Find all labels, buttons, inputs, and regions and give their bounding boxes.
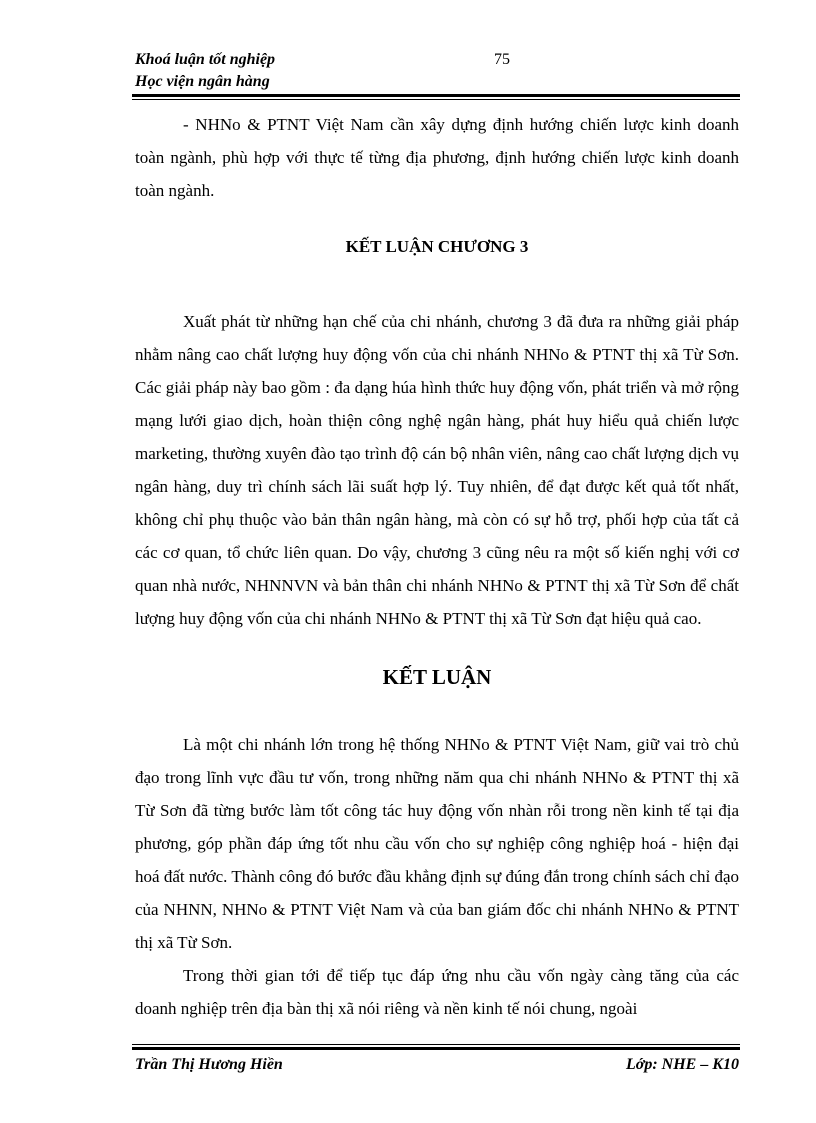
chapter-conclusion-paragraph: Xuất phát từ những hạn chế của chi nhánh, chương 3 đã đưa ra những giải pháp nhằm nâng cao chất lượng huy động vốn của chi nhánh NHNo & PTNT thị xã Từ Sơn. Các giải pháp này bao gồm : đa dạng húa hình thức huy động vốn, phát triển và mở rộng mạng lưới giao dịch, hoàn thiện công nghệ ngân hàng, phát huy hiểu quả chiến lược marketing, thường xuyên đào tạo trình độ cán bộ nhân viên, nâng cao chất lượng dịch vụ ngân hàng, duy trì chính sách lãi suất hợp lý. Tuy nhiên, để đạt được kết quả tốt nhất, không chỉ phụ thuộc vào bản thân ngân hàng, mà còn có sự hỗ trợ, phối hợp của tất cả các cơ quan, tổ chức liên quan. Do vậy, chương 3 cũng nêu ra một số kiến nghị với cơ quan nhà nước, NHNNVN và bản thân chi nhánh NHNo & PTNT thị xã Từ Sơn để chất lượng huy động vốn của chi nhánh NHNo & PTNT thị xã Từ Sơn đạt hiệu quả cao. (135, 312, 739, 628)
footer-rule-thick (132, 1047, 740, 1050)
intro-paragraph: - NHNo & PTNT Việt Nam cần xây dựng định hướng chiến lược kinh doanh toàn ngành, phù hợp với thực tế từng địa phương, định hướng chiến lược kinh doanh toàn ngành. (135, 115, 739, 200)
header-rule-thin (132, 99, 740, 100)
chapter-conclusion-heading: KẾT LUẬN CHƯƠNG 3 (345, 237, 529, 256)
conclusion-block (135, 728, 739, 1025)
footer-row (135, 1056, 739, 1074)
header-title-block (135, 49, 275, 93)
page-number: 75 (494, 51, 510, 68)
intro-block (135, 108, 739, 207)
conclusion-paragraph-2: Trong thời gian tới để tiếp tục đáp ứng nhu cầu vốn ngày càng tăng của các doanh nghiệp trên địa bàn thị xã nói riêng và nền kinh tế nói chung, ngoài (135, 966, 739, 1018)
footer-class: Lớp: NHE – K10 (625, 1056, 739, 1073)
conclusion-heading: KẾT LUẬN (382, 665, 492, 689)
footer-author: Trần Thị Hương Hiền (135, 1056, 283, 1073)
chapter-conclusion-block (135, 305, 739, 635)
conclusion-paragraph-1: Là một chi nhánh lớn trong hệ thống NHNo & PTNT Việt Nam, giữ vai trò chủ đạo trong lĩnh vực đầu tư vốn, trong những năm qua chi nhánh NHNo & PTNT thị xã Từ Sơn đã từng bước làm tốt công tác huy động vốn nhàn rỗi trong nền kinh tế tại địa phương, góp phần đáp ứng tốt nhu cầu vốn cho sự nghiệp công nghiệp hoá - hiện đại hoá đất nước. Thành công đó bước đầu khẳng định sự đúng đắn trong chính sách chỉ đạo của NHNN, NHNo & PTNT Việt Nam và của ban giám đốc chi nhánh NHNo & PTNT thị xã Từ Sơn. (135, 735, 739, 952)
header-thesis-label: Khoá luận tốt nghiệp (135, 51, 276, 68)
header-institution-label: Học viện ngân hàng (135, 73, 270, 90)
footer-rule-thin (132, 1044, 740, 1045)
header-rule-thick (132, 94, 740, 97)
